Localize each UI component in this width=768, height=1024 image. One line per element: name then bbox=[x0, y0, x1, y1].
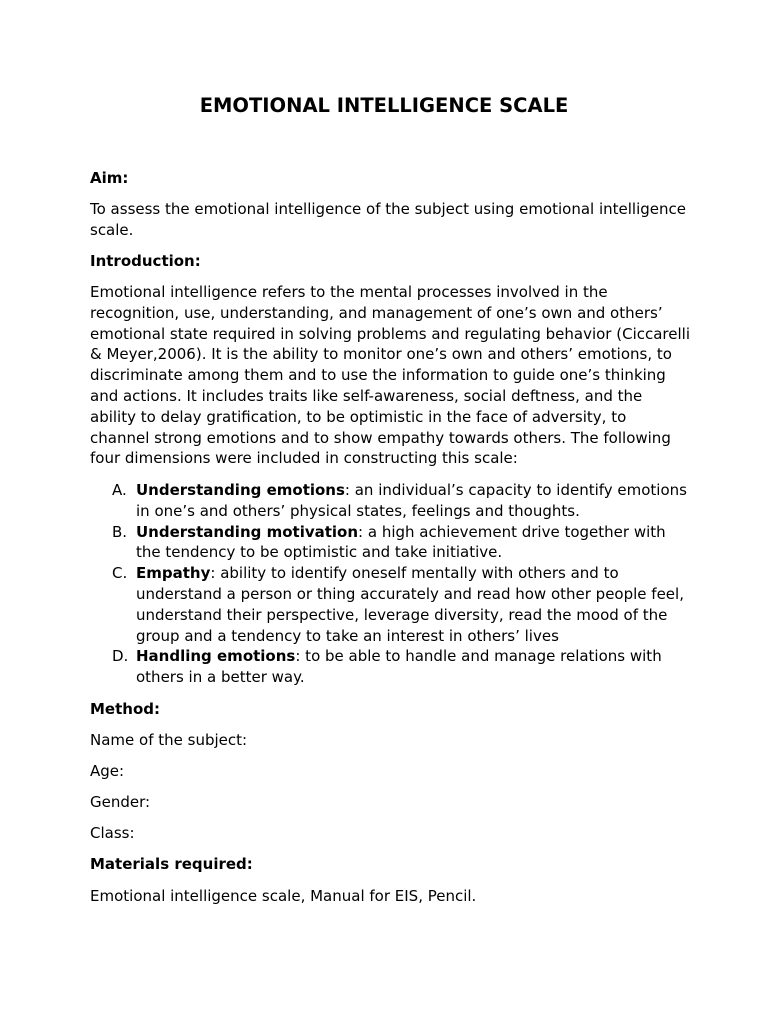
method-heading: Method: bbox=[90, 700, 160, 718]
dimension-term: Understanding motivation bbox=[136, 522, 359, 541]
age-field: Age: bbox=[90, 762, 125, 780]
document-title: EMOTIONAL INTELLIGENCE SCALE bbox=[199, 94, 569, 117]
dimension-description: : an individual’s capacity to identify emotions in one’s and others’ physical states, feelings and thoughts. bbox=[136, 481, 687, 520]
list-item bbox=[90, 646, 690, 688]
aim-heading: Aim: bbox=[90, 169, 129, 187]
list-item bbox=[90, 480, 690, 522]
dimension-term: Empathy bbox=[136, 564, 211, 583]
introduction-text: Emotional intelligence refers to the mental processes involved in the recognition, use, understanding, and management of one’s own and others’ emotional state required in solving problems and regulating behavior (Ciccarelli & Meyer,2006). It is the ability to monitor one’s own and others’ emotions, to discriminate among them and to use the information to guide one’s thinking and actions. It includes traits like self-awareness, social deftness, and the ability to delay gratification, to be optimistic in the face of adversity, to channel strong emotions and to show empathy towards others. The following four dimensions were included in constructing this scale: bbox=[90, 283, 690, 468]
list-item bbox=[90, 522, 690, 564]
dimension-term: Handling emotions bbox=[136, 647, 296, 666]
list-marker: A. bbox=[112, 481, 127, 499]
list-item bbox=[90, 563, 690, 646]
dimensions-list bbox=[90, 480, 690, 688]
list-marker: B. bbox=[112, 522, 128, 541]
dimension-term: Understanding emotions bbox=[136, 481, 345, 499]
gender-field: Gender: bbox=[90, 793, 151, 811]
materials-text: Emotional intelligence scale, Manual for EIS, Pencil. bbox=[90, 887, 477, 905]
list-marker: D. bbox=[112, 647, 129, 666]
introduction-heading: Introduction: bbox=[90, 252, 201, 270]
subject-name-field: Name of the subject: bbox=[90, 731, 248, 749]
dimension-description: : to be able to handle and manage relations with others in a better way. bbox=[136, 647, 662, 687]
dimension-description: : a high achievement drive together with the tendency to be optimistic and take initiative. bbox=[136, 522, 666, 562]
aim-text: To assess the emotional intelligence of the subject using emotional intelligence scale. bbox=[90, 200, 686, 239]
class-field: Class: bbox=[90, 824, 135, 842]
materials-heading: Materials required: bbox=[90, 855, 253, 873]
dimension-description: : ability to identify oneself mentally with others and to understand a person or thing accurately and read how other people feel, understand their perspective, leverage diversity, read the mood of the group and a tendency to take an interest in others’ lives bbox=[136, 564, 684, 645]
list-marker: C. bbox=[112, 564, 128, 583]
